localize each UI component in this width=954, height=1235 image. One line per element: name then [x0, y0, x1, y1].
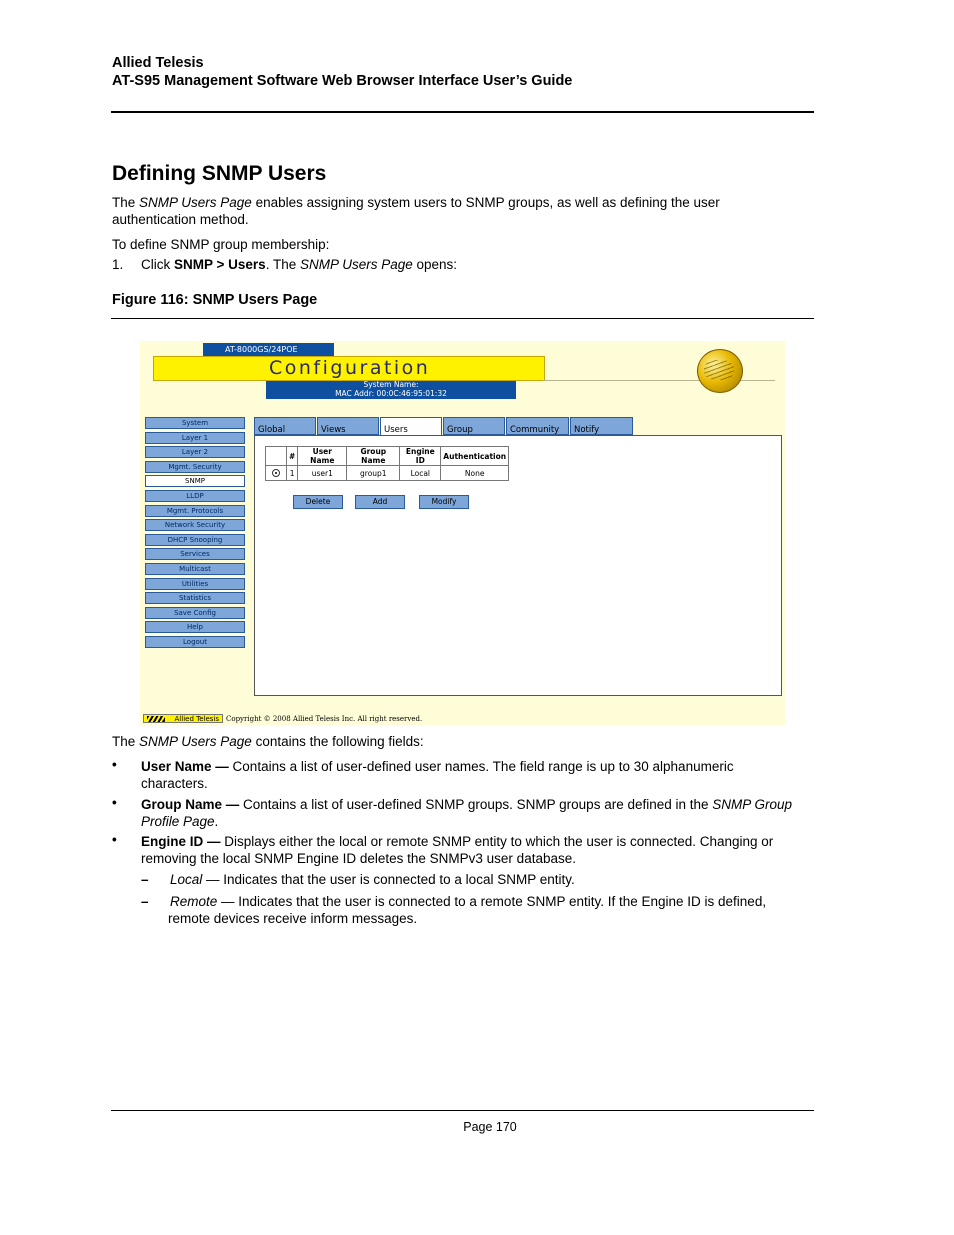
- bullet-engine-id: •: [112, 832, 117, 847]
- section-intro: The SNMP Users Page enables assigning system users to SNMP groups, as well as defining the user authentication method.: [112, 195, 720, 227]
- mac-address-label: MAC Addr: 00:0C:46:95:01:32: [335, 388, 447, 398]
- menu-item-save-config[interactable]: Save Config: [145, 607, 245, 619]
- figure-rule: [111, 318, 814, 319]
- menu-item-snmp[interactable]: SNMP: [145, 475, 245, 487]
- cell-engine-id: Local: [400, 466, 441, 481]
- tab-group[interactable]: Group: [443, 417, 505, 435]
- menu-item-layer-1[interactable]: Layer 1: [145, 432, 245, 444]
- cell-group-name: group1: [347, 466, 400, 481]
- guide-title: AT-S95 Management Software Web Browser Interface User’s Guide: [112, 73, 573, 89]
- snmp-users-screenshot: [140, 341, 785, 725]
- allied-telesis-logo: [143, 714, 223, 723]
- footer-logo-text: Allied Telesis: [174, 715, 219, 723]
- configuration-banner: [153, 356, 545, 381]
- field-user-name: User Name — Contains a list of user-defined user names. The field range is up to 30 alphanumeric characters.: [141, 759, 734, 791]
- table-header-row: [266, 447, 509, 466]
- menu-item-utilities[interactable]: Utilities: [145, 578, 245, 590]
- column-header-number: #: [287, 447, 298, 466]
- menu-item-services[interactable]: Services: [145, 548, 245, 560]
- column-header-authentication: Authentication: [441, 447, 509, 466]
- figure-caption: Figure 116: SNMP Users Page: [112, 292, 318, 308]
- row-radio-button[interactable]: [272, 469, 280, 477]
- column-header-engine-id: Engine ID: [400, 447, 441, 466]
- menu-item-multicast[interactable]: Multicast: [145, 563, 245, 575]
- tab-community[interactable]: Community: [506, 417, 569, 435]
- menu-item-mgmt-security[interactable]: Mgmt. Security: [145, 461, 245, 473]
- delete-button[interactable]: Delete: [293, 495, 343, 509]
- dash-local: –: [141, 872, 149, 887]
- fields-intro: The SNMP Users Page contains the following fields:: [112, 734, 424, 749]
- menu-item-system[interactable]: System: [145, 417, 245, 429]
- column-header-user-name: User Name: [298, 447, 347, 466]
- dash-remote: –: [141, 894, 149, 909]
- menu-item-dhcp-snooping[interactable]: DHCP Snooping: [145, 534, 245, 546]
- page-number: Page 170: [463, 1120, 517, 1134]
- tab-users[interactable]: Users: [380, 417, 442, 435]
- step-number: 1.: [112, 257, 124, 272]
- step-text: Click SNMP > Users. The SNMP Users Page opens:: [141, 257, 458, 272]
- footer-rule: [111, 1110, 814, 1111]
- row-select-cell: [266, 466, 287, 481]
- menu-item-lldp[interactable]: LLDP: [145, 490, 245, 502]
- device-model-label: AT-8000GS/24POE: [203, 343, 334, 356]
- bullet-group-name: •: [112, 795, 117, 810]
- company-name: Allied Telesis: [112, 55, 204, 71]
- tab-global[interactable]: Global: [254, 417, 316, 435]
- engine-remote-option: Remote — Indicates that the user is connected to a remote SNMP entity. If the Engine ID is defined, remote devices receive inform messages.: [168, 894, 767, 926]
- cell-authentication: None: [441, 466, 509, 481]
- menu-item-mgmt-protocols[interactable]: Mgmt. Protocols: [145, 505, 245, 517]
- cell-number: 1: [287, 466, 298, 481]
- cell-user-name: user1: [298, 466, 347, 481]
- table-row: [266, 466, 509, 481]
- select-column-header: [266, 447, 287, 466]
- tab-notify[interactable]: Notify: [570, 417, 633, 435]
- copyright-text: Copyright © 2008 Allied Telesis Inc. All right reserved.: [226, 715, 423, 723]
- procedure-intro: To define SNMP group membership:: [112, 237, 330, 252]
- section-title: Defining SNMP Users: [112, 162, 327, 185]
- engine-local-option: Local — Indicates that the user is connected to a local SNMP entity.: [170, 872, 575, 887]
- globe-logo-icon: [697, 349, 743, 393]
- field-group-name: Group Name — Contains a list of user-defined SNMP groups. SNMP groups are defined in the SNMP Group Profile Page.: [141, 797, 793, 829]
- configuration-title: Configuration: [269, 357, 431, 379]
- menu-item-statistics[interactable]: Statistics: [145, 592, 245, 604]
- tab-views[interactable]: Views: [317, 417, 379, 435]
- menu-item-network-security[interactable]: Network Security: [145, 519, 245, 531]
- bullet-user-name: •: [112, 757, 117, 772]
- menu-item-layer-2[interactable]: Layer 2: [145, 446, 245, 458]
- header-rule: [111, 111, 814, 113]
- users-panel: [254, 435, 782, 696]
- column-header-group-name: Group Name: [347, 447, 400, 466]
- system-name-label: System Name:: [363, 380, 419, 389]
- modify-button[interactable]: Modify: [419, 495, 469, 509]
- field-engine-id: Engine ID — Displays either the local or remote SNMP entity to which the user is connected. Changing or removing the local SNMP Engine ID deletes the SNMPv3 user database.: [141, 834, 774, 866]
- logo-slash-icon: [147, 716, 165, 722]
- system-info-bar: [266, 381, 516, 399]
- add-button[interactable]: Add: [355, 495, 405, 509]
- menu-item-help[interactable]: Help: [145, 621, 245, 633]
- menu-item-logout[interactable]: Logout: [145, 636, 245, 648]
- users-table: [265, 446, 509, 481]
